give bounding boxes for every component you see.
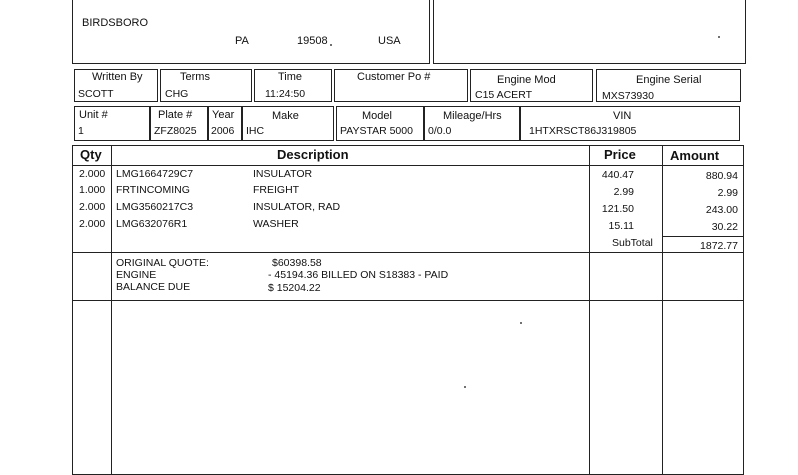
- subtotal-label: SubTotal: [612, 237, 653, 249]
- mileage-label: Mileage/Hrs: [443, 110, 502, 122]
- row-price: 2.99: [613, 186, 634, 198]
- written-by-value: SCOTT: [78, 88, 114, 100]
- price-column-divider: [589, 145, 590, 475]
- row-price: 15.11: [608, 220, 634, 232]
- row-qty: 2.000: [79, 168, 106, 180]
- unit-label: Unit #: [79, 109, 108, 121]
- row-desc: FREIGHT: [253, 184, 300, 196]
- terms-label: Terms: [180, 71, 210, 83]
- row-amount: 880.94: [705, 170, 738, 182]
- engine-serial-label: Engine Serial: [636, 74, 702, 86]
- written-by-label: Written By: [92, 71, 143, 83]
- table-header-divider: [72, 165, 744, 166]
- vin-label: VIN: [613, 110, 632, 122]
- engine-serial-value: MXS73930: [602, 90, 654, 102]
- row-amount: 243.00: [705, 204, 738, 216]
- address-city: BIRDSBORO: [82, 17, 149, 29]
- header-price: Price: [604, 147, 636, 162]
- address-zip: 19508: [297, 35, 328, 47]
- customer-po-label: Customer Po #: [357, 71, 431, 83]
- row-amount: 2.99: [717, 187, 738, 199]
- notes-bottom-divider: [72, 300, 744, 301]
- mileage-value: 0/0.0: [428, 125, 452, 137]
- note-value: $ 15204.22: [268, 282, 321, 294]
- row-part: FRTINCOMING: [116, 184, 190, 196]
- row-qty: 2.000: [79, 218, 106, 230]
- header-description: Description: [277, 147, 349, 162]
- subtotal-value: 1872.77: [700, 240, 738, 252]
- address-state: PA: [235, 35, 249, 47]
- engine-mod-label: Engine Mod: [497, 74, 556, 86]
- subtotal-divider: [662, 236, 744, 237]
- year-label: Year: [212, 109, 235, 121]
- engine-mod-value: C15 ACERT: [475, 89, 532, 101]
- qty-column-divider: [111, 145, 112, 475]
- row-qty: 2.000: [79, 201, 106, 213]
- note-label: ORIGINAL QUOTE:: [116, 257, 209, 269]
- scan-speck: [330, 44, 332, 46]
- row-desc: WASHER: [253, 218, 299, 230]
- make-value: IHC: [246, 125, 265, 137]
- row-qty: 1.000: [79, 184, 106, 196]
- ship-to-box: [433, 0, 746, 64]
- plate-label: Plate #: [158, 109, 193, 121]
- model-value: PAYSTAR 5000: [340, 125, 413, 137]
- unit-value: 1: [78, 125, 84, 137]
- address-country: USA: [378, 35, 401, 47]
- terms-value: CHG: [165, 88, 189, 100]
- note-label: ENGINE: [116, 269, 157, 281]
- row-price: 440.47: [601, 169, 634, 181]
- note-label: BALANCE DUE: [116, 281, 191, 293]
- scan-speck: [464, 386, 466, 388]
- row-part: LMG3560217C3: [116, 201, 194, 213]
- model-label: Model: [362, 110, 392, 122]
- vin-value: 1HTXRSCT86J319805: [529, 125, 637, 137]
- plate-value: ZFZ8025: [154, 125, 197, 137]
- year-value: 2006: [211, 125, 235, 137]
- row-price: 121.50: [601, 203, 634, 215]
- amount-column-divider: [662, 145, 663, 475]
- row-amount: 30.22: [711, 221, 738, 233]
- scan-speck: [718, 36, 720, 38]
- address-box: [72, 0, 430, 64]
- header-qty: Qty: [80, 147, 102, 162]
- note-value: $60398.58: [272, 257, 322, 269]
- row-desc: INSULATOR: [253, 168, 313, 180]
- scan-speck: [520, 322, 522, 324]
- row-part: LMG1664729C7: [116, 168, 194, 180]
- time-label: Time: [278, 71, 303, 83]
- make-label: Make: [272, 110, 299, 122]
- row-part: LMG632076R1: [116, 218, 188, 230]
- time-value: 11:24:50: [265, 88, 306, 100]
- items-bottom-divider: [72, 252, 744, 253]
- header-amount: Amount: [670, 148, 720, 163]
- row-desc: INSULATOR, RAD: [253, 201, 341, 213]
- note-value: - 45194.36 BILLED ON S18383 - PAID: [268, 269, 449, 281]
